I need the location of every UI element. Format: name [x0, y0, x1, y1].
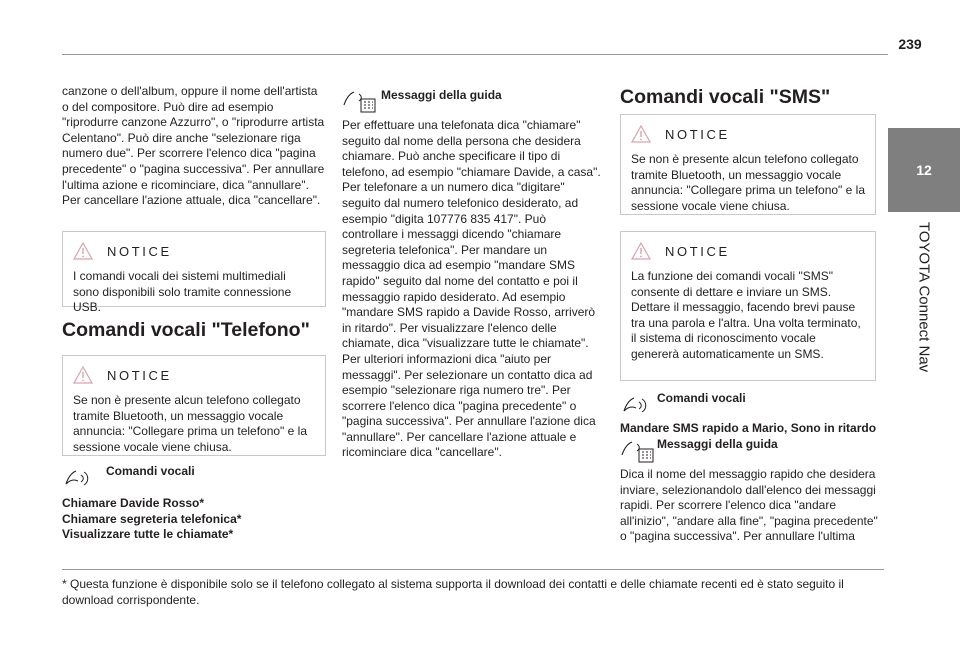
- notice-title: NOTICE: [665, 126, 730, 142]
- voice-commands-label: Comandi vocali: [106, 464, 195, 478]
- guide-messages-label: Messaggi della guida: [657, 437, 778, 451]
- guide-messages-label: Messaggi della guida: [381, 88, 502, 102]
- section-heading-sms: Comandi vocali "SMS": [620, 86, 831, 108]
- voice-guide-icon: [618, 438, 656, 464]
- voice-command-item: Mandare SMS rapido a Mario, Sono in ritardo: [620, 421, 877, 435]
- chapter-tab[interactable]: 12: [888, 128, 960, 212]
- voice-commands-label: Comandi vocali: [657, 391, 746, 405]
- warning-triangle-icon: [631, 242, 651, 260]
- notice-text: La funzione dei comandi vocali "SMS" consente di dettare e inviare un SMS. Dettare il messaggio, facendo brevi pause tra una parola e l'altra. Una volta terminato, il sistema di riconoscimento vocale genererà automaticamente un SMS.: [631, 269, 861, 361]
- col2-guide-text: Per effettuare una telefonata dica "chiamare" seguito dal nome della persona che desidera chiamare. Può anche specificare il tipo di telefono, ad esempio "chiamare Davide, a casa". Per telefonare a un numero dica "digitare" seguito dal numero telefonico desiderato, ad esempio "digita 107776 835 417". Può controllare i messaggi dicendo "chiamare segreteria telefonica". Per mandare un messaggio dica ad esempio "mandare SMS rapido" seguito dal nome del contatto e poi il messaggio rapido desiderato. Ad esempio "mandare SMS rapido a Davide Rosso, arriverò in ritardo". Per visualizzare l'elenco delle chiamate, dica "visualizzare tutte le chiamate". Per ulteriori informazioni dica "aiuto per messaggi". Per selezionare un contatto dica ad esempio "selezionare riga numero tre". Per scorrere l'elenco dica "pagina precedente" o "pagina successiva". Per annullare l'azione dica "annullare". Per cancellare l'azione attuale e ricominciare dica "cancellare".: [342, 118, 601, 460]
- chapter-side-label-text: TOYOTA Connect Nav: [915, 221, 933, 373]
- notice-text: I comandi vocali dei sistemi multimediali sono disponibili solo tramite connessione USB.: [73, 269, 292, 315]
- notice-title: NOTICE: [107, 367, 172, 383]
- voice-guide-icon: [340, 88, 378, 114]
- warning-triangle-icon: [73, 366, 93, 384]
- warning-triangle-icon: [631, 125, 651, 143]
- notice-header: [73, 240, 172, 262]
- notice-title: NOTICE: [665, 243, 730, 259]
- footnote-rule: [62, 569, 884, 570]
- header-rule: [62, 54, 888, 55]
- col3-guide-text: Dica il nome del messaggio rapido che desidera inviare, selezionandolo dall'elenco dei messaggi rapidi. Per scorrere l'elenco dica "andare all'inizio", "andare alla fine", "pagina precedente" o "pagina successiva". Per annullare l'ultima: [620, 467, 878, 544]
- voice-command-list: [62, 496, 241, 543]
- voice-command-icon: [620, 393, 654, 415]
- footnote: * Questa funzione è disponibile solo se il telefono collegato al sistema supporta il download dei contatti e delle chiamate recenti ed è stato seguito il download corrispondente.: [62, 577, 844, 607]
- col3-notice-bluetooth: [620, 114, 876, 215]
- voice-command-item: Chiamare segreteria telefonica*: [62, 511, 242, 526]
- col1-notice-usb: [62, 231, 326, 315]
- notice-header: [631, 240, 730, 262]
- voice-command-item: Visualizzare tutte le chiamate*: [62, 527, 234, 542]
- voice-command-item: Chiamare Davide Rosso*: [62, 496, 205, 510]
- notice-header: [631, 123, 730, 145]
- col1-intro-text: canzone o dell'album, oppure il nome dell'artista o del compositore. Può dire ad esempio "riprodurre canzone Azzurro", o "riprodurre artista Celentano". Può dire anche "selezionare riga numero due". Per scorrere l'elenco dica "pagina precedente" o "pagina successiva". Per annullare l'ultima azione e ricominciare, dica "annullare". Per cancellare l'azione attuale, dica "cancellare".: [62, 84, 325, 208]
- col3-notice-sms: [620, 231, 876, 381]
- warning-triangle-icon: [73, 242, 93, 260]
- notice-text: Se non è presente alcun telefono collegato tramite Bluetooth, un messaggio vocale annuncia: "Collegare prima un telefono" e la sessione vocale viene chiusa.: [631, 152, 865, 213]
- page-number: 239: [898, 36, 922, 52]
- section-heading-telefono: Comandi vocali "Telefono": [62, 319, 310, 341]
- col1-notice-bluetooth: [62, 355, 326, 456]
- chapter-side-label: [888, 212, 960, 382]
- notice-title: NOTICE: [107, 243, 172, 259]
- voice-command-icon: [62, 466, 96, 488]
- notice-header: [73, 364, 172, 386]
- notice-text: Se non è presente alcun telefono collegato tramite Bluetooth, un messaggio vocale annuncia: "Collegare prima un telefono" e la sessione vocale viene chiusa.: [73, 393, 307, 454]
